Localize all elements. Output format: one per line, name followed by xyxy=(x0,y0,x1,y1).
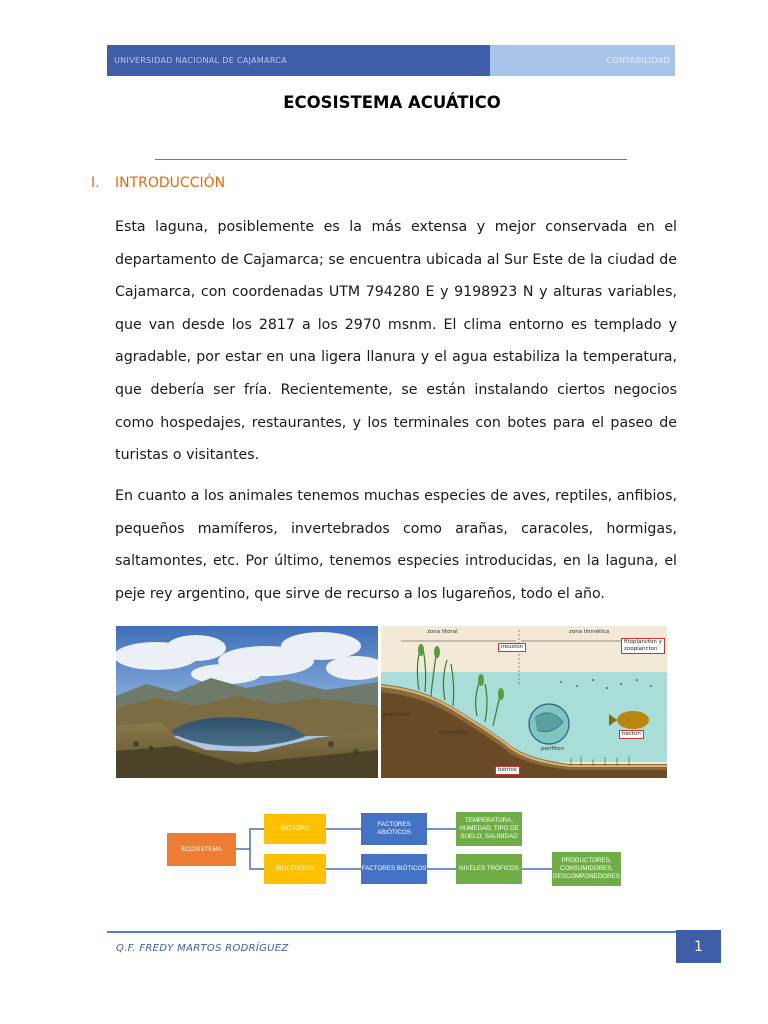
footer-author: Q.F. FREDY MARTOS RODRÍGUEZ xyxy=(116,943,289,954)
paragraph-intro: Esta laguna, posiblemente es la más extensa y mejor conservada en el departamento de Cajamarca; se encuentra ubicada al Sur Este de la ciudad de Cajamarca, con coordenadas UTM 794280 E y 9198923 N y alturas variables, que van desde los 2817 a los 2970 msnm. El clima entorno es templado y agradable, por estar en una ligera llanura y el agua estabiliza la temperatura, que debería ser fría. Recientemente, se están instalando ciertos negocios como hospedajes, restaurantes, y los terminales con botes para el paseo de turistas o visitantes. xyxy=(115,219,677,464)
node-temperatura: TEMPERATURA, HUMEDAD, TIPO DE SUELO, SALINIDAD xyxy=(456,812,522,846)
section-heading xyxy=(91,175,225,191)
title-divider xyxy=(155,159,627,160)
node-factores-abioticos: FACTORES ABIÓTICOS xyxy=(361,813,427,845)
label-zona-limnetica: zona limnética xyxy=(569,629,610,635)
label-necton: necton xyxy=(619,730,644,739)
section-title: INTRODUCCIÓN xyxy=(115,175,226,191)
ecosystem-concept-map xyxy=(0,800,768,900)
label-macrofitas: macrófitas xyxy=(439,730,469,736)
label-neuston: neuston xyxy=(498,643,526,652)
label-psammon: psammon xyxy=(383,712,411,718)
lake-zones-diagram xyxy=(381,626,667,778)
node-productores: PRODUCTORES, CONSUMIDORES, DESCOMPONEDORES xyxy=(552,852,621,886)
node-biocenosis: BIOCENOSIS xyxy=(264,854,326,884)
footer-divider xyxy=(107,931,677,933)
page-header xyxy=(107,45,675,76)
lagoon-photo xyxy=(116,626,378,778)
label-bentos: bentos xyxy=(495,766,520,775)
node-factores-bioticos: FACTORES BIÓTICOS xyxy=(361,854,427,884)
node-ecosistema: ECOSISTEMA xyxy=(167,833,236,866)
paragraph-fauna: En cuanto a los animales tenemos muchas especies de aves, reptiles, anfibios, pequeños mamíferos, invertebrados como arañas, caracoles, hormigas, saltamontes, etc. Por último, tenemos especies introducidas, en la laguna, el peje rey argentino, que sirve de recurso a los lugareños, todo el año. xyxy=(115,488,677,602)
page-number: 1 xyxy=(676,930,721,963)
node-biotopo: BIOTOPO xyxy=(264,814,326,844)
header-university: UNIVERSIDAD NACIONAL DE CAJAMARCA xyxy=(107,45,490,76)
label-fitoplancton: fitoplancton y zooplancton xyxy=(621,638,665,654)
header-department: CONTABILIDAD xyxy=(490,45,675,76)
label-zona-litoral: zona litoral xyxy=(427,629,458,635)
label-perifiton: perifiton xyxy=(541,746,565,752)
node-niveles-troficos: NIVELES TRÓFICOS xyxy=(456,854,522,884)
section-number: I. xyxy=(91,175,100,191)
document-title: ECOSISTEMA ACUÁTICO xyxy=(283,93,501,112)
